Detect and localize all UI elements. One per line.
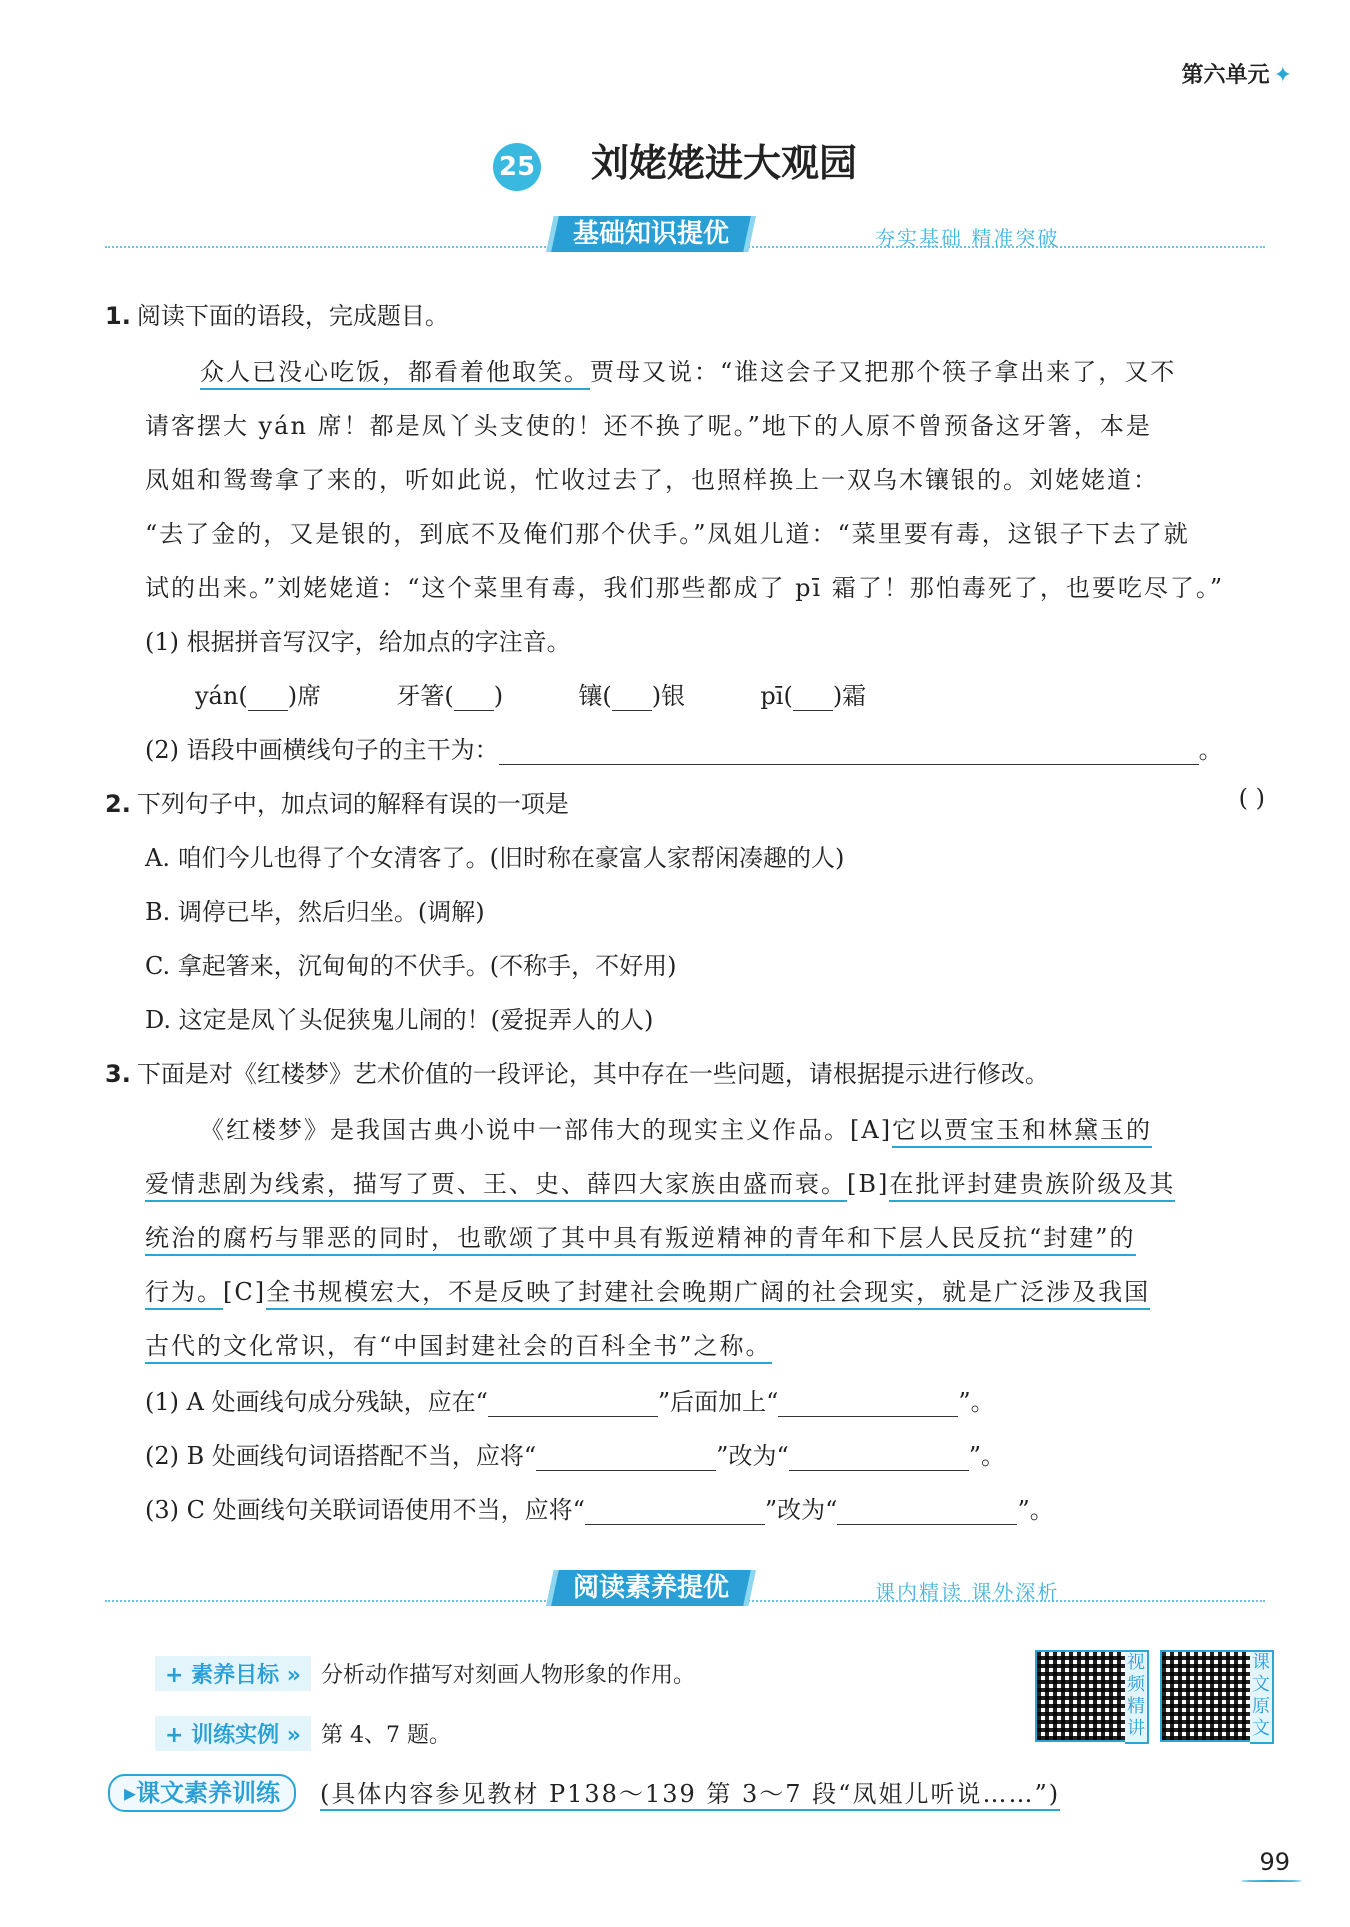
underlined-sentence: 在批评封建贵族阶级及其 [889,1170,1175,1202]
question-text: 阅读下面的语段，完成题目。 [136,302,449,330]
answer-blank[interactable] [778,1416,958,1417]
answer-blank[interactable] [454,710,494,711]
qr-code-text[interactable] [1160,1650,1252,1742]
lesson-title-text: 刘姥姥进大观园 [590,140,857,185]
passage-line: 请客摆大 yán 席！都是凤丫头支使的！还不换了呢。”地下的人原不曾预备这牙箸，本是 [145,412,1152,440]
underlined-sentence: 它以贾宝玉和林黛玉的 [892,1116,1152,1148]
answer-blank[interactable] [248,710,288,711]
sub-question: (1) A 处画线句成分残缺，应在“ ”后面加上“ ”。 [145,1388,995,1416]
training-text: (具体内容参见教材 P138～139 第 3～7 段“凤姐儿听说……”) [320,1774,1060,1811]
option-a[interactable]: A. 咱们今儿也得了个女清客了。(旧时称在豪富人家帮闲凑趣的人) [145,844,845,872]
sub-question: (2) B 处画线句词语搭配不当，应将“ ”改为“ ”。 [145,1442,1005,1470]
section-badge: 阅读素养提优 [546,1570,756,1606]
passage-line: 试的出来。”刘姥姥道：“这个菜里有毒，我们那些都成了 pī 霜了！那怕毒死了，也要吃尽了。” [145,574,1225,602]
section-header-basics [105,212,1265,262]
page-number: 99 [1259,1848,1290,1876]
unit-text: 第六单元 [1181,63,1270,88]
passage-line [145,1218,1136,1253]
sub-question-text: (2) 语段中画横线句子的主干为： [145,736,499,764]
unit-label [1182,58,1292,89]
lesson-title [0,132,1350,191]
question-2-prompt [105,784,569,819]
sub-question: (1) 根据拼音写汉字，给加点的字注音。 [145,628,571,656]
qr-code-video[interactable] [1035,1650,1127,1742]
passage-line: 众人已没心吃饭，都看着他取笑。贾母又说：“谁这会子又把那个筷子拿出来了，又不 [200,352,1176,387]
blank-label: ) [493,682,504,710]
pinyin-answer-row [195,676,866,711]
question-number: 2. [105,790,131,818]
answer-blank[interactable] [499,764,1199,765]
qr-label: 视频精讲 [1125,1650,1149,1744]
passage-line: 爱情悲剧为线索，描写了贾、王、史、薛四大家族由盛而衰。[B]在批评封建贵族阶级及其 [145,1164,1175,1199]
question-text: 下列句子中，加点词的解释有误的一项是 [136,790,569,818]
answer-blank[interactable] [789,1470,969,1471]
sub-question: (3) C 处画线句关联词语使用不当，应将“ ”改为“ ”。 [145,1496,1054,1524]
question-text: 下面是对《红楼梦》艺术价值的一段评论，其中存在一些问题，请根据提示进行修改。 [136,1060,1049,1088]
option-b[interactable]: B. 调停已毕，然后归坐。(调解) [145,898,485,926]
blank-label: yán( [195,682,248,710]
underlined-sentence: 统治的腐朽与罪恶的同时，也歌颂了其中具有叛逆精神的青年和下层人民反抗“封建”的 [145,1224,1136,1256]
underlined-sentence: 众人已没心吃饭，都看着他取笑。 [200,358,590,390]
question-number: 3. [105,1060,131,1088]
question-1-prompt [105,296,449,331]
example-tag: + 训练实例 » [155,1716,311,1751]
answer-parentheses[interactable]: ( ) [1238,784,1265,812]
example-text: 第 4、7 题。 [320,1723,451,1748]
answer-blank[interactable] [793,710,833,711]
goal-text: 分析动作描写对刻画人物形象的作用。 [320,1663,695,1688]
section-slogan: 夯实基础 精准突破 [875,226,1060,250]
question-number: 1. [105,302,131,330]
training-badge: ▸课文素养训练 [108,1774,296,1812]
passage-line: 《红楼梦》是我国古典小说中一部伟大的现实主义作品。[A]它以贾宝玉和林黛玉的 [200,1110,1152,1145]
underlined-sentence: 古代的文化常识，有“中国封建社会的百科全书”之称。 [145,1332,772,1364]
blank-label: )银 [651,682,686,710]
blank-label: 牙箸( [396,682,454,710]
blank-label: 镶( [578,682,612,710]
passage-line: “去了金的，又是银的，到底不及俺们那个伏手。”凤姐儿道：“菜里要有毒，这银子下去了就 [145,520,1190,548]
section-badge: 基础知识提优 [546,216,756,252]
answer-blank[interactable] [612,710,652,711]
answer-blank[interactable] [488,1416,658,1417]
literacy-goal [155,1656,695,1691]
question-3-prompt [105,1054,1049,1089]
passage-line [145,1326,772,1361]
training-examples [155,1716,451,1751]
underlined-sentence: 全书规模宏大，不是反映了封建社会晚期广阔的社会现实，就是广泛涉及我国 [266,1278,1150,1310]
underlined-sentence: 爱情悲剧为线索，描写了贾、王、史、薛四大家族由盛而衰。 [145,1170,847,1202]
section-slogan: 课内精读 课外深析 [875,1580,1060,1604]
section-header-reading [105,1566,1265,1616]
goal-tag: + 素养目标 » [155,1656,311,1691]
answer-blank[interactable] [585,1524,765,1525]
option-d[interactable]: D. 这定是凤丫头促狭鬼儿闹的！(爱捉弄人的人) [145,1006,654,1034]
answer-blank[interactable] [837,1524,1017,1525]
option-c[interactable]: C. 拿起箸来，沉甸甸的不伏手。(不称手，不好用) [145,952,677,980]
passage-line: 凤姐和鸳鸯拿了来的，听如此说，忙收过去了，也照样换上一双乌木镶银的。刘姥姥道： [145,466,1159,494]
blank-label: pī( [760,682,793,710]
lesson-number: 25 [493,143,541,191]
passage-line: 行为。[C]全书规模宏大，不是反映了封建社会晚期广阔的社会现实，就是广泛涉及我国 [145,1272,1150,1307]
underlined-sentence: 行为。 [145,1278,223,1310]
sub-question: (2) 语段中画横线句子的主干为： 。 [145,736,1223,764]
blank-label: )霜 [832,682,867,710]
qr-label: 课文原文 [1250,1650,1274,1744]
blank-label: )席 [287,682,322,710]
sparkle-icon: ✦ [1273,63,1292,88]
answer-blank[interactable] [536,1470,716,1471]
